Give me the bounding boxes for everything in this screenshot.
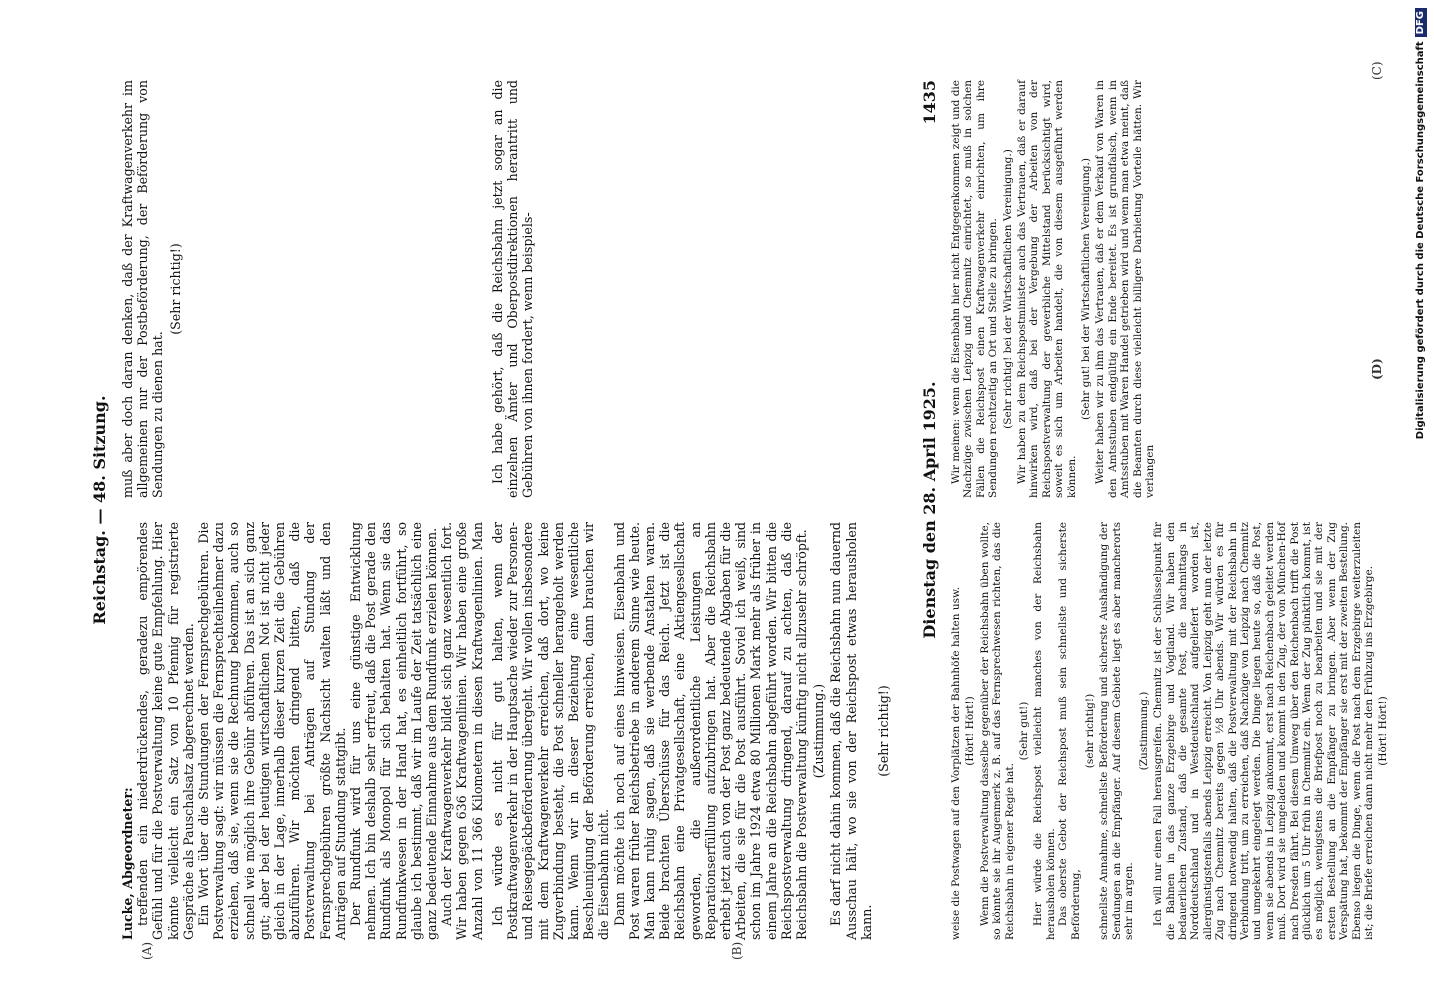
digitization-credit xyxy=(1410,8,1432,998)
paragraph: Ich würde es nicht für gut halten, wenn der Postkraftwagenverkehr in der Hauptsache wieder zur Personen- und Reisegepäckbeförderung übergeht. Wir wollen insbesondere mit dem Kraftwagenverkehr erreichen, daß dort, wo keine Zugverbindung besteht, die Post schneller herangeholt werden kann. Wenn wir in dieser Beziehung eine wesentliche Beschleunigung der Beförderung erreichen, dann brauchen wir die Eisenbahn nicht. xyxy=(490,522,612,940)
interjection: (Sehr gut! bei der Wirtschaftlichen Vereinigung.) xyxy=(1080,157,1093,421)
paragraph: Ein Wort über die Stundungen der Fernsprechgebühren. Die Postverwaltung sagt: wir müssen die Fernsprechteilnehmer dazu erziehen, daß sie, wenn sie die Rechnung bekommen, auch so schnell wie möglich ihre Gebühr abführen. Das ist an sich ganz gut; aber bei der heutigen wirtschaftlichen Not ist nicht jeder gleich in der Lage, innerhalb dieser kurzen Zeit die Gebühren abzuführen. Wir möchten dringend bitten, daß die Postverwaltung bei Anträgen auf Stundung der Fernsprechgebühren größte Nachsicht walten läßt und den Anträgen auf Stundung stattgibt. xyxy=(196,522,348,940)
left-header-title: Reichstag. — 48. Sitzung. xyxy=(90,395,109,625)
margin-marker-c: (C) xyxy=(1370,61,1384,80)
interjection: (Sehr richtig!) xyxy=(167,243,183,335)
interjection: (Hört! Hört!) xyxy=(1377,696,1390,766)
credit-text: Digitalisierung gefördert durch die Deutsche Forschungsgemeinschaft xyxy=(1415,41,1426,440)
interjection: (Sehr richtig! bei der Wirtschaftlichen Vereinigung.) xyxy=(1001,149,1014,429)
paragraph: Auch der Kraftwagenverkehr bildet sich ganz wesentlich fort. Wir haben gegen 636 Kraftwagenlinien. Wir haben eine große Anzahl von 11 366 Kilometern in diesen Kraftwagenlinien. Man muß aber doch daran denken, daß der Kraftwagenverkehr im allgemeinen nur der Postbeförderung, der Beförderung von Sendungen zu dienen hat. xyxy=(120,80,485,940)
paragraph: Der Rundfunk wird für uns eine günstige Entwicklung nehmen. Ich bin deshalb sehr erfreut, daß die Post gerade den Rundfunk als Monopol für sich behalten hat. Wenn sie das Rundfunkwesen in der Hand hat, es einheitlich fortführt, so glaube ich bestimmt, daß wir im Laufe der Zeit tatsächlich eine ganz bedeutende Einnahme aus dem Rundfunk erzielen können. xyxy=(348,522,440,940)
paragraph: schnellste Annahme, schnellste Beförderung und sicherste Aushändigung der Sendungen an die Empfänger. Auf diesem Gebiete liegt es aber mancherorts sehr im argen. xyxy=(1098,522,1136,940)
paragraph: treffenden ein niederdrückendes, geradezu empörendes Gefühl und für die Postverwaltung keine gute Empfehlung. Hier könnte vielleicht ein Satz von 10 Pfennig für registrierte Gespräche als Pauschalsatz abgerechnet werden. xyxy=(135,522,196,940)
paragraph: Das oberste Gebot der Reichspost muß sein schnellste und sicherste Beförderung, xyxy=(1057,522,1082,940)
left-page-column-2 xyxy=(490,80,910,940)
paragraph: Dann möchte ich noch auf eines hinweisen. Eisenbahn und Post waren früher Reichsbetriebe in anderem Sinne wie heute. Man kann ruhig sagen, daß sie werbende Anstalten waren. Beide brachten Überschüsse für das Reich. Jetzt ist die Reichsbahn eine Privatgesellschaft, eine Aktiengesellschaft geworden, die außerordentliche Leistungen an Reparationserfüllung aufzubringen hat. Aber die Reichsbahn erhebt jetzt auch von der Post ganz bedeutende Abgaben für die Arbeiten, die sie für die Post ausführt. Soviel ich weiß, sind schon im Jahre 1924 etwa 80 Millionen Mark mehr als früher in einem Jahre an die Reichsbahn abgeführt worden. Wir bitten die Reichspostverwaltung dringend, darauf zu achten, daß die Reichsbahn die Postverwaltung künftig nicht allzusehr schröpft. xyxy=(611,522,810,940)
left-page-header xyxy=(90,80,120,940)
left-page-column-1 xyxy=(120,80,490,940)
right-header-title: Dienstag den 28. April 1925. xyxy=(920,381,939,639)
paragraph: Wir haben zu dem Reichspostminister auch das Vertrauen, daß er darauf hinwirken wird, daß bei der Vergebung der Arbeiten von der Reichspostverwaltung der gewerbliche Mittelstand berücksichtigt wird, soweit es sich um Arbeiten handelt, die von diesem ausgeführt werden können. xyxy=(1016,80,1078,498)
paragraph: weise die Postwagen auf den Vorplätzen der Bahnhöfe halten usw. xyxy=(950,586,962,940)
right-page-columns xyxy=(950,80,1390,940)
interjection: (Zustimmung.) xyxy=(1137,691,1150,771)
interjection: (Hört! Hört!) xyxy=(964,696,977,766)
paragraph: Hier würde die Reichspost vielleicht manches von der Reichsbahn herausholen können. xyxy=(1032,522,1057,940)
interjection: (sehr richtig!) xyxy=(1084,693,1097,769)
paragraph: Ich habe gehört, daß die Reichsbahn jetzt sogar an die einzelnen Ämter und Oberpostdirektionen herantritt und Gebühren von ihnen fordert, wenn beispiels- xyxy=(490,80,536,498)
interjection: (Sehr gut!) xyxy=(1018,701,1031,761)
right-page-header xyxy=(920,80,950,940)
paragraph: Wir meinen: wenn die Eisenbahn hier nicht Entgegenkommen zeigt und die Nachzüge zwischen Leipzig und Chemnitz einrichtet, so muß in solchen Fällen die Reichspost einen Kraftwagenverkehr einrichten, um ihre Sendungen rechtzeitig an Ort und Stelle zu bringen. xyxy=(950,80,1000,498)
paragraph: Weiter haben wir zu ihm das Vertrauen, daß er dem Verkauf von Waren in den Amtsstuben endgültig ein Ende bereitet. Es ist grundfalsch, wenn in Amtsstuben mit Waren Handel getrieben wird und wenn man etwa meint, daß die Beamten durch diese vielleicht billigere Darbietung Vorteile hätten. Wir verlangen xyxy=(1094,80,1157,498)
dfg-logo: DFG xyxy=(1415,8,1427,37)
speaker-line: Lucke, Abgeordneter: xyxy=(120,787,135,940)
margin-marker-a: (A) xyxy=(140,941,154,960)
interjection: (Zustimmung.) xyxy=(811,683,827,779)
paragraph: Es darf nicht dahin kommen, daß die Reichsbahn nun dauernd Ausschau hält, wo sie von der Reichspost etwas herausholen kann. xyxy=(828,522,874,940)
paragraph: Wenn die Postverwaltung dasselbe gegenüber der Reichsbahn üben wollte, so könnte sie ihr Augenmerk z. B. auf das Fernsprechwesen richten, das die Reichsbahn in eigener Regie hat. xyxy=(978,522,1016,940)
interjection: (Sehr richtig!) xyxy=(876,685,892,777)
margin-marker-b: (B) xyxy=(730,941,744,960)
page-number: 1435 xyxy=(920,80,939,125)
margin-marker-d: (D) xyxy=(1370,358,1384,380)
paragraph: Ich will nur einen Fall herausgreifen. Chemnitz ist der Schlüsselpunkt für die Bahnen in das ganze Erzgebirge und Vogtland. Wir haben den bedauerlichen Zustand, daß die gesamte Post, die nachmittags in Norddeutschland und in Westdeutschland aufgeliefert worden ist, allergünstigstenfalls abends Leipzig erreicht. Von Leipzig geht nun der letzte Zug nach Chemnitz bereits gegen ½8 Uhr abends. Wir würden es für dringend notwendig halten, daß die Postverwaltung mit der Reichsbahn in Verbindung tritt, um zu erreichen, daß Nachzüge von Leipzig nach Chemnitz und umgekehrt eingelegt werden. Die Dinge liegen heute so, daß die Post, wenn sie abends in Leipzig ankommt, erst nach Reichenbach geleitet werden muß. Dort wird sie umgeladen und kommt in den Zug, der von München-Hof nach Dresden fährt. Bei diesem Umweg über den Reichenbach trifft die Post glücklich um 5 Uhr früh in Chemnitz ein. Wenn der Zug pünktlich kommt, ist es möglich, wenigstens die Briefpost noch zu bearbeiten und sie mit der ersten Bestellung an die Empfänger zu bringen. Aber wenn der Zug Verspätung hat, bekommt der Empfänger sie erst mit der zweiten Bestellung. Ebenso liegen die Dinge, wenn die Post nach dem Erzgebirge weiterzuleiten ist; die Briefe erreichen dann nicht mehr den Frühzug ins Erzgebirge. xyxy=(1152,522,1375,940)
